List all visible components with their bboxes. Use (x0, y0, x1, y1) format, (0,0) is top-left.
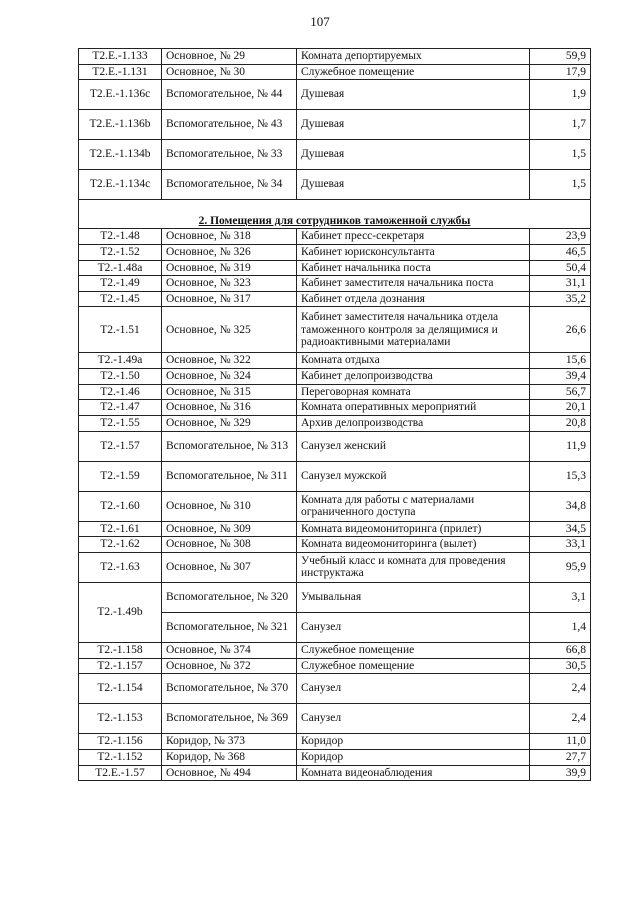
room-area: 56,7 (530, 384, 591, 400)
room-name: Кабинет начальника поста (297, 260, 530, 276)
room-area: 39,9 (530, 765, 591, 781)
room-name: Кабинет пресс-секретаря (297, 229, 530, 245)
table-row (79, 369, 591, 385)
room-area: 59,9 (530, 49, 591, 65)
room-code: Т2.-1.157 (79, 658, 162, 674)
table-row (79, 552, 591, 582)
room-code: Т2.-1.61 (79, 521, 162, 537)
room-area: 11,9 (530, 431, 591, 461)
room-type: Основное, № 323 (162, 276, 297, 292)
room-name: Комната видеомониторинга (прилет) (297, 521, 530, 537)
room-name: Умывальная (297, 582, 530, 612)
room-area: 34,8 (530, 491, 591, 521)
room-type: Основное, № 318 (162, 229, 297, 245)
room-area: 30,5 (530, 658, 591, 674)
rooms-table-body (79, 49, 591, 781)
room-type: Основное, № 329 (162, 416, 297, 432)
room-code: Т2.Е.-1.133 (79, 49, 162, 65)
room-type: Основное, № 319 (162, 260, 297, 276)
room-code: Т2.-1.48a (79, 260, 162, 276)
room-type: Основное, № 30 (162, 64, 297, 80)
room-code: Т2.-1.154 (79, 674, 162, 704)
table-row (79, 734, 591, 750)
room-type: Основное, № 309 (162, 521, 297, 537)
room-code: Т2.-1.49a (79, 353, 162, 369)
room-code: Т2.-1.51 (79, 307, 162, 353)
room-code: Т2.-1.152 (79, 749, 162, 765)
room-type: Вспомогательное, № 43 (162, 110, 297, 140)
room-name: Учебный класс и комната для проведения инструктажа (297, 552, 530, 582)
room-code: Т2.-1.59 (79, 461, 162, 491)
room-code: Т2.-1.55 (79, 416, 162, 432)
room-type: Основное, № 308 (162, 537, 297, 553)
room-name: Санузел мужской (297, 461, 530, 491)
room-code: Т2.-1.62 (79, 537, 162, 553)
room-code: Т2.-1.158 (79, 642, 162, 658)
table-row (79, 110, 591, 140)
table-row (79, 491, 591, 521)
room-area: 2,4 (530, 704, 591, 734)
room-type: Вспомогательное, № 321 (162, 612, 297, 642)
table-row (79, 353, 591, 369)
room-area: 15,3 (530, 461, 591, 491)
table-row (79, 80, 591, 110)
room-name: Комната для работы с материалами ограниченного доступа (297, 491, 530, 521)
room-area: 3,1 (530, 582, 591, 612)
room-name: Коридор (297, 734, 530, 750)
room-name: Служебное помещение (297, 642, 530, 658)
room-code: Т2.-1.57 (79, 431, 162, 461)
room-area: 33,1 (530, 537, 591, 553)
room-area: 39,4 (530, 369, 591, 385)
room-type: Основное, № 316 (162, 400, 297, 416)
table-row (79, 674, 591, 704)
room-area: 66,8 (530, 642, 591, 658)
room-name: Душевая (297, 110, 530, 140)
room-name: Санузел (297, 612, 530, 642)
table-row (79, 431, 591, 461)
room-code: Т2.Е.-1.136b (79, 110, 162, 140)
room-code: Т2.Е.-1.134c (79, 170, 162, 200)
room-area: 35,2 (530, 291, 591, 307)
room-type: Основное, № 322 (162, 353, 297, 369)
room-area: 2,4 (530, 674, 591, 704)
room-type: Основное, № 317 (162, 291, 297, 307)
section-title: 2. Помещения для сотрудников таможенной службы (79, 200, 591, 229)
room-area: 31,1 (530, 276, 591, 292)
room-code: Т2.Е.-1.134b (79, 140, 162, 170)
room-area: 17,9 (530, 64, 591, 80)
room-name: Санузел женский (297, 431, 530, 461)
table-row (79, 642, 591, 658)
room-code: Т2.-1.47 (79, 400, 162, 416)
table-row (79, 384, 591, 400)
room-type: Вспомогательное, № 313 (162, 431, 297, 461)
room-code: Т2.-1.48 (79, 229, 162, 245)
table-row (79, 170, 591, 200)
room-code: Т2.-1.49 (79, 276, 162, 292)
table-row (79, 140, 591, 170)
room-name: Санузел (297, 674, 530, 704)
room-name: Санузел (297, 704, 530, 734)
room-name: Коридор (297, 749, 530, 765)
room-code: Т2.Е.-1.57 (79, 765, 162, 781)
room-area: 95,9 (530, 552, 591, 582)
room-area: 50,4 (530, 260, 591, 276)
room-area: 23,9 (530, 229, 591, 245)
room-area: 20,1 (530, 400, 591, 416)
room-name: Служебное помещение (297, 658, 530, 674)
table-row (79, 307, 591, 353)
table-row (79, 49, 591, 65)
room-area: 27,7 (530, 749, 591, 765)
rooms-table (78, 48, 591, 781)
room-type: Вспомогательное, № 311 (162, 461, 297, 491)
room-area: 1,9 (530, 80, 591, 110)
room-area: 11,0 (530, 734, 591, 750)
room-code: Т2.-1.63 (79, 552, 162, 582)
room-type: Основное, № 315 (162, 384, 297, 400)
room-area: 1,4 (530, 612, 591, 642)
room-name: Кабинет заместителя начальника поста (297, 276, 530, 292)
room-name: Комната видеомониторинга (вылет) (297, 537, 530, 553)
room-code: Т2.-1.52 (79, 244, 162, 260)
room-type: Вспомогательное, № 370 (162, 674, 297, 704)
room-name: Комната оперативных мероприятий (297, 400, 530, 416)
table-row (79, 749, 591, 765)
room-code: Т2.-1.46 (79, 384, 162, 400)
page-number: 107 (310, 14, 330, 29)
room-name: Кабинет юрисконсультанта (297, 244, 530, 260)
table-row (79, 229, 591, 245)
room-type: Основное, № 494 (162, 765, 297, 781)
room-code: Т2.Е.-1.131 (79, 64, 162, 80)
room-type: Вспомогательное, № 369 (162, 704, 297, 734)
table-row (79, 291, 591, 307)
room-name: Кабинет отдела дознания (297, 291, 530, 307)
section-header-row (79, 200, 591, 229)
table-row (79, 276, 591, 292)
table-row (79, 461, 591, 491)
room-name: Комната депортируемых (297, 49, 530, 65)
room-code: Т2.-1.60 (79, 491, 162, 521)
room-type: Основное, № 372 (162, 658, 297, 674)
room-name: Служебное помещение (297, 64, 530, 80)
room-area: 34,5 (530, 521, 591, 537)
room-area: 1,5 (530, 140, 591, 170)
room-type: Основное, № 325 (162, 307, 297, 353)
table-row (79, 260, 591, 276)
room-name: Душевая (297, 80, 530, 110)
room-type: Основное, № 29 (162, 49, 297, 65)
table-row (79, 582, 591, 612)
room-area: 1,7 (530, 110, 591, 140)
room-type: Вспомогательное, № 44 (162, 80, 297, 110)
table-row (79, 704, 591, 734)
room-type: Вспомогательное, № 33 (162, 140, 297, 170)
room-code: Т2.Е.-1.136c (79, 80, 162, 110)
room-name: Душевая (297, 140, 530, 170)
room-type: Вспомогательное, № 320 (162, 582, 297, 612)
room-name: Архив делопроизводства (297, 416, 530, 432)
room-type: Коридор, № 373 (162, 734, 297, 750)
room-name: Комната отдыха (297, 353, 530, 369)
room-name: Душевая (297, 170, 530, 200)
table-row (79, 658, 591, 674)
room-area: 26,6 (530, 307, 591, 353)
room-name: Переговорная комната (297, 384, 530, 400)
table-row (79, 416, 591, 432)
room-type: Основное, № 324 (162, 369, 297, 385)
room-type: Основное, № 326 (162, 244, 297, 260)
table-row (79, 64, 591, 80)
room-type: Основное, № 307 (162, 552, 297, 582)
table-row (79, 400, 591, 416)
room-type: Основное, № 310 (162, 491, 297, 521)
table-row (79, 521, 591, 537)
room-type: Вспомогательное, № 34 (162, 170, 297, 200)
room-area: 15,6 (530, 353, 591, 369)
room-code: Т2.-1.49b (79, 582, 162, 642)
room-type: Коридор, № 368 (162, 749, 297, 765)
room-type: Основное, № 374 (162, 642, 297, 658)
room-code: Т2.-1.50 (79, 369, 162, 385)
table-row (79, 244, 591, 260)
room-code: Т2.-1.153 (79, 704, 162, 734)
room-name: Комната видеонаблюдения (297, 765, 530, 781)
room-area: 20,8 (530, 416, 591, 432)
room-name: Кабинет делопроизводства (297, 369, 530, 385)
room-code: Т2.-1.45 (79, 291, 162, 307)
room-area: 46,5 (530, 244, 591, 260)
table-row (79, 537, 591, 553)
room-name: Кабинет заместителя начальника отдела таможенного контроля за делящимися и радиоактивными материалами (297, 307, 530, 353)
table-row (79, 765, 591, 781)
room-code: Т2.-1.156 (79, 734, 162, 750)
room-area: 1,5 (530, 170, 591, 200)
